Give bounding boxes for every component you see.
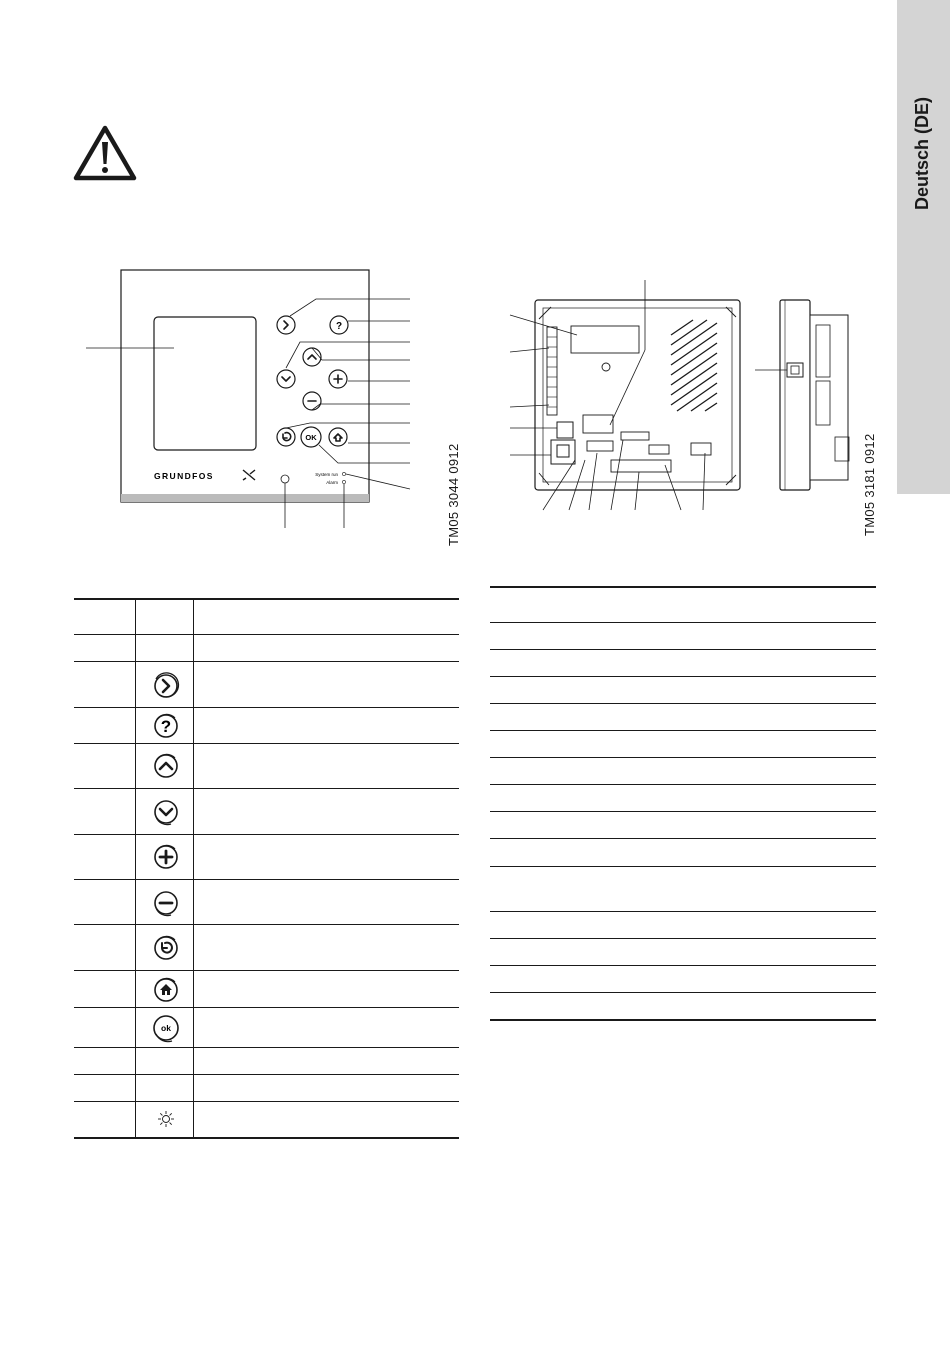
- plus-icon: [151, 842, 181, 872]
- svg-text:Alarm: Alarm: [326, 480, 338, 485]
- svg-text:OK: OK: [305, 433, 317, 442]
- help-icon: [151, 711, 181, 741]
- back-panel-figure: [505, 275, 865, 515]
- ok-icon: [150, 1012, 182, 1044]
- back-icon: [151, 933, 181, 963]
- svg-text:?: ?: [335, 321, 343, 332]
- chevron-right-icon: [151, 670, 181, 700]
- language-tab-label: Deutsch (DE): [912, 96, 932, 210]
- front-figure-code: TM05 3044 0912: [446, 443, 461, 546]
- svg-text:System run: System run: [315, 472, 338, 477]
- svg-text:GRUNDFOS: GRUNDFOS: [154, 471, 214, 481]
- minus-icon: [151, 888, 181, 918]
- brightness-icon: [156, 1109, 176, 1129]
- language-tab: [897, 0, 950, 494]
- warning-icon: [72, 124, 138, 182]
- back-figure-code: TM05 3181 0912: [862, 433, 877, 536]
- front-panel-figure: [70, 260, 420, 530]
- chevron-up-icon: [151, 751, 181, 781]
- chevron-down-icon: [151, 797, 181, 827]
- home-icon: [151, 975, 181, 1005]
- svg-text:ok: ok: [161, 1023, 171, 1033]
- svg-text:?: ?: [160, 717, 172, 736]
